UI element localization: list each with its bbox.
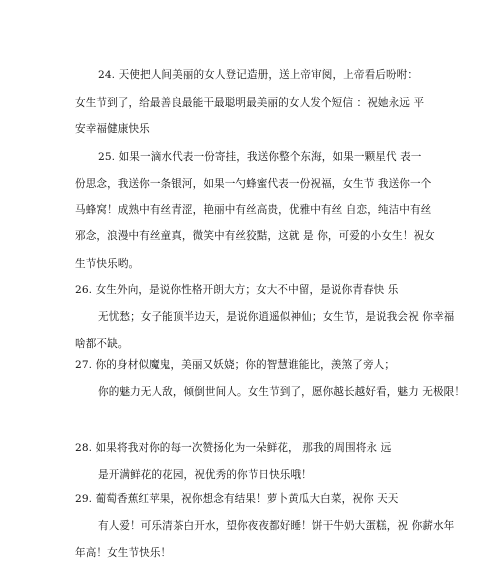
text-line: 无忧愁；女子能顶半边天，是说你逍遥似神仙；女生节，是说我会祝 你幸福 (98, 311, 455, 323)
text-line: 女生节到了，给最善良最能干最聪明最美丽的女人发个短信 ：祝她永远 平 (75, 97, 425, 109)
text-line: 27. 你的身材似魔鬼，美丽又妖娆；你的智慧谁能比，羡煞了旁人； (75, 359, 396, 371)
text-line: 有人爱！可乐清茶白开水，望你夜夜都好睡！饼干牛奶大蛋糕，祝 你薪水年 (98, 520, 455, 532)
text-line: 28. 如果将我对你的每一次赞扬化为一朵鲜花， 那我的周围将永 远 (75, 442, 392, 454)
text-line: 马蜂窝！成熟中有丝青涩，艳丽中有丝高贵，优雅中有丝 自恋，纯洁中有丝 (75, 204, 432, 216)
text-line: 年高！女生节快乐！ (75, 547, 172, 559)
text-line: 邪念，浪漫中有丝童真，微笑中有丝狡黠，这就 是 你，可爱的小女生！祝女 (75, 230, 435, 242)
text-line: 你的魅力无人敌，倾倒世间人。女生节到了，愿你越长越好看，魅力 无极限！ (98, 386, 466, 398)
text-line: 26. 女生外向，是说你性格开朗大方；女大不中留，是说你青春快 乐 (75, 284, 399, 296)
text-line: 25. 如果一滴水代表一份寄挂，我送你整个东海，如果一颗星代 表一 (98, 151, 422, 163)
text-line: 24. 天使把人间美丽的女人登记造册，送上帝审阅，上帝看后吩咐： (98, 69, 419, 81)
text-line: 安幸福健康快乐 (75, 123, 150, 135)
text-line: 是开满鲜花的花园，祝优秀的你节日快乐哦！ (98, 469, 312, 481)
text-line: 啥都不缺。 (75, 338, 129, 350)
text-line: 份思念，我送你一条银河，如果一勺蜂蜜代表一份祝福，女生节 我送你一个 (75, 178, 432, 190)
text-line: 29. 葡萄香蕉红苹果，祝你想念有结果！萝卜黄瓜大白菜，祝你 天天 (75, 493, 399, 505)
text-line: 生节快乐哟。 (75, 258, 140, 270)
